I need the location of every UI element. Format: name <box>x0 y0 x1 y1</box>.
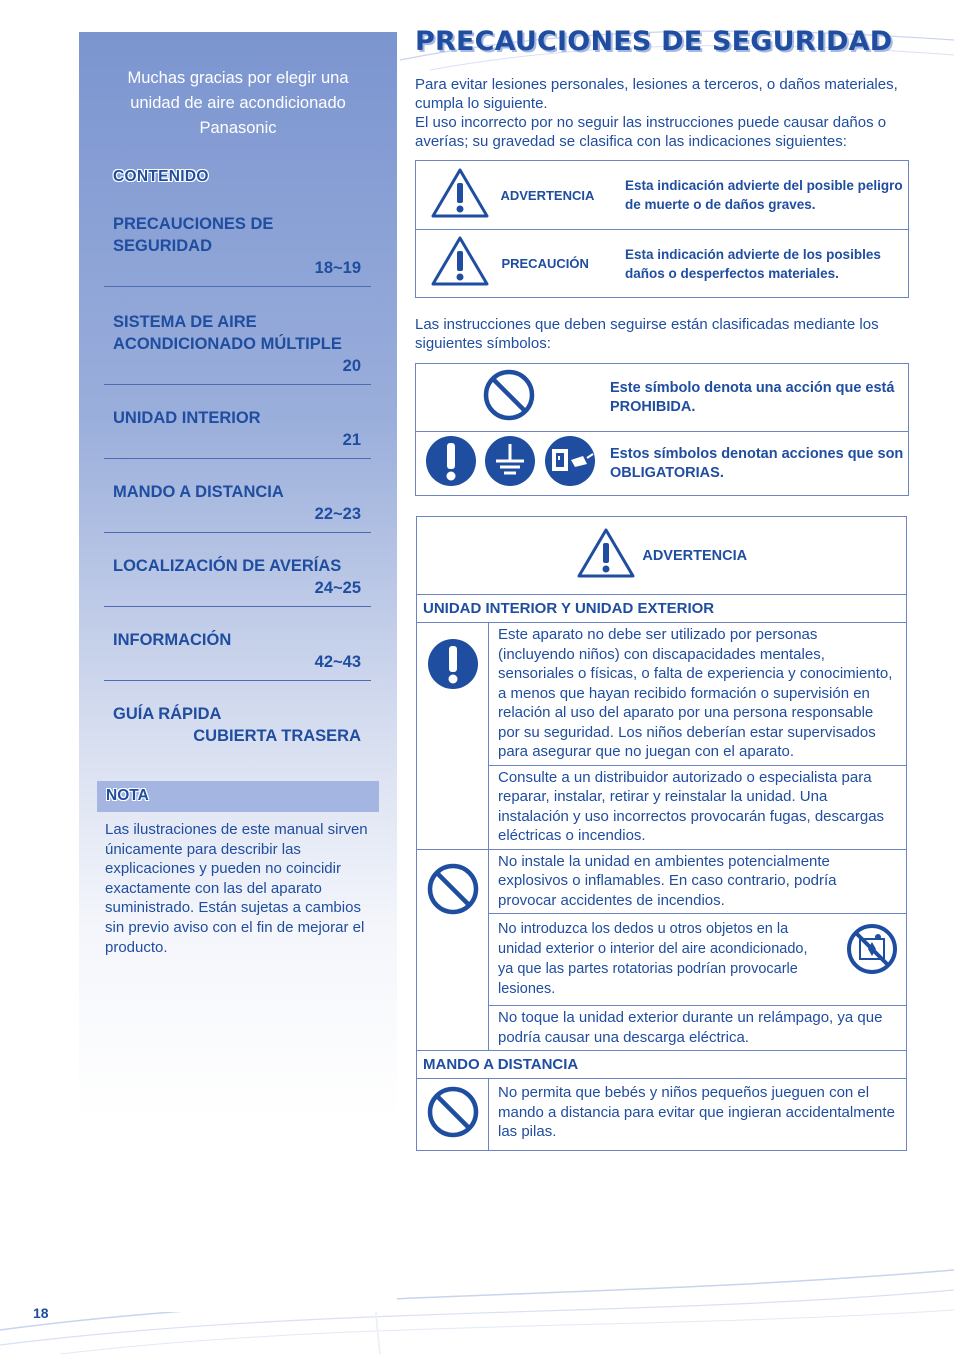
warning-item-4-cell <box>489 914 907 1006</box>
toc-item-page: 20 <box>342 357 361 375</box>
ground-connection-icon <box>483 434 537 493</box>
toc-item-title: PRECAUCIONES DE SEGURIDAD <box>113 215 274 255</box>
toc-item-informacion[interactable] <box>104 607 371 681</box>
warning-triangle-icon <box>576 527 636 584</box>
toc-item-guia-rapida[interactable] <box>104 681 371 754</box>
level-desc-precaucion: Esta indicación advierte de los posibles daños o desperfectos materiales. <box>613 230 909 298</box>
no-fingers-fan-icon <box>846 923 898 981</box>
toc-item-page: 21 <box>342 431 361 449</box>
mandatory-icon-cell <box>417 623 489 850</box>
nota-heading: NOTA <box>106 787 149 804</box>
toc-item-title: GUÍA RÁPIDA <box>113 705 222 723</box>
warning-item-3: No instale la unidad en ambientes potencialmente explosivos o inflamables. En caso contrario, podría provocar accidentes de incendios. <box>489 849 907 914</box>
warning-triangle-icon <box>430 167 490 224</box>
nota-text: Las ilustraciones de este manual sirven únicamente para describir las explicaciones y pueden no coincidir exactamente con las del aparato suministrado. Están sujetas a cambios sin previo aviso con el fin de mejorar el producto. <box>105 821 368 956</box>
toc-item-title: LOCALIZACIÓN DE AVERÍAS <box>113 557 342 575</box>
level-desc-advertencia: Esta indicación advierte del posible peligro de muerte o de daños graves. <box>613 161 909 230</box>
warning-box-header <box>417 517 907 595</box>
prohibited-icon-cell-remote <box>417 1079 489 1151</box>
page-title: PRECAUCIONES DE SEGURIDAD <box>415 26 893 57</box>
intro-text: Muchas gracias por elegir una unidad de aire acondicionado Panasonic <box>127 69 349 137</box>
toc-item-page: CUBIERTA TRASERA <box>193 727 361 745</box>
toc-item-page: 18~19 <box>314 259 361 277</box>
warning-levels-table <box>415 160 909 298</box>
level-label-precaucion: PRECAUCIÓN <box>501 256 589 271</box>
toc-item-title: MANDO A DISTANCIA <box>113 483 284 501</box>
caution-triangle-icon <box>430 235 490 292</box>
warning-box-header-label: ADVERTENCIA <box>642 547 748 564</box>
unplug-icon <box>543 434 597 493</box>
table-of-contents <box>104 210 371 754</box>
mandatory-symbols-desc: Estos símbolos denotan acciones que son OBLIGATORIAS. <box>602 432 909 496</box>
intro-paragraph-1: Para evitar lesiones personales, lesiones a terceros, o daños materiales, cumpla lo siguiente. <box>415 76 898 113</box>
section-heading-units: UNIDAD INTERIOR Y UNIDAD EXTERIOR <box>417 595 907 623</box>
warning-item-2: Consulte a un distribuidor autorizado o especialista para reparar, instalar, retirar y reinstalar la unidad. Una instalación y uso incorrectos provocarán fugas, descargas eléctricas o incendios. <box>489 765 907 849</box>
toc-item-mando-distancia[interactable] <box>104 459 371 533</box>
toc-item-title: INFORMACIÓN <box>113 631 232 649</box>
warning-item-4: No introduzca los dedos u otros objetos en la unidad exterior o interior del aire acondicionado, ya que las partes rotatorias podrían provocarle lesiones. <box>498 921 808 997</box>
toc-item-averias[interactable] <box>104 533 371 607</box>
prohibited-icon-cell <box>417 849 489 1051</box>
prohibited-icon <box>482 368 536 427</box>
prohibited-symbol-cell <box>416 364 603 432</box>
section-heading-remote: MANDO A DISTANCIA <box>417 1051 907 1079</box>
toc-item-page: 22~23 <box>314 505 361 523</box>
contents-heading: CONTENIDO <box>113 168 209 185</box>
toc-item-title: UNIDAD INTERIOR <box>113 409 261 427</box>
prohibited-icon <box>426 1085 480 1144</box>
toc-item-page: 42~43 <box>314 653 361 671</box>
prohibited-icon <box>426 862 480 921</box>
warning-item-5: No toque la unidad exterior durante un relámpago, ya que podría causar una descarga eléctrica. <box>489 1006 907 1051</box>
intro-paragraph-2: El uso incorrecto por no seguir las instrucciones puede causar daños o averías; su gravedad se clasifica con las indicaciones siguientes: <box>415 114 887 151</box>
warning-box <box>416 516 907 1151</box>
nota-heading-bar <box>97 781 379 812</box>
toc-item-sistema-multiple[interactable] <box>104 287 371 385</box>
toc-item-precauciones[interactable] <box>104 210 371 287</box>
warning-item-1: Este aparato no debe ser utilizado por personas (incluyendo niños) con discapacidades mentales, sensoriales o físicas, o falta de experiencia y conocimiento, a menos que hayan recibido formación o supervisión en relación al uso del aparato por una persona responsable por su seguridad. Los niños deberían estar supervisados para asegurar que no juegan con el aparato. <box>489 623 907 766</box>
mandatory-exclamation-icon <box>426 637 480 696</box>
level-label-advertencia: ADVERTENCIA <box>500 187 595 203</box>
mandatory-symbols-cell <box>416 432 603 496</box>
toc-item-title: SISTEMA DE AIRE ACONDICIONADO MÚLTIPLE <box>113 313 342 353</box>
toc-item-page: 24~25 <box>314 579 361 597</box>
page-number: 18 <box>33 1305 49 1321</box>
prohibited-symbol-desc: Este símbolo denota una acción que está PROHIBIDA. <box>602 364 909 432</box>
symbols-intro: Las instrucciones que deben seguirse están clasificadas mediante los siguientes símbolos: <box>415 316 879 353</box>
level-row-precaucion <box>416 230 614 298</box>
symbols-table <box>415 363 909 496</box>
toc-item-unidad-interior[interactable] <box>104 385 371 459</box>
mandatory-exclamation-icon <box>424 434 478 493</box>
warning-item-6: No permita que bebés y niños pequeños jueguen con el mando a distancia para evitar que ingieran accidentalmente las pilas. <box>489 1079 907 1151</box>
level-row-advertencia <box>416 161 614 230</box>
